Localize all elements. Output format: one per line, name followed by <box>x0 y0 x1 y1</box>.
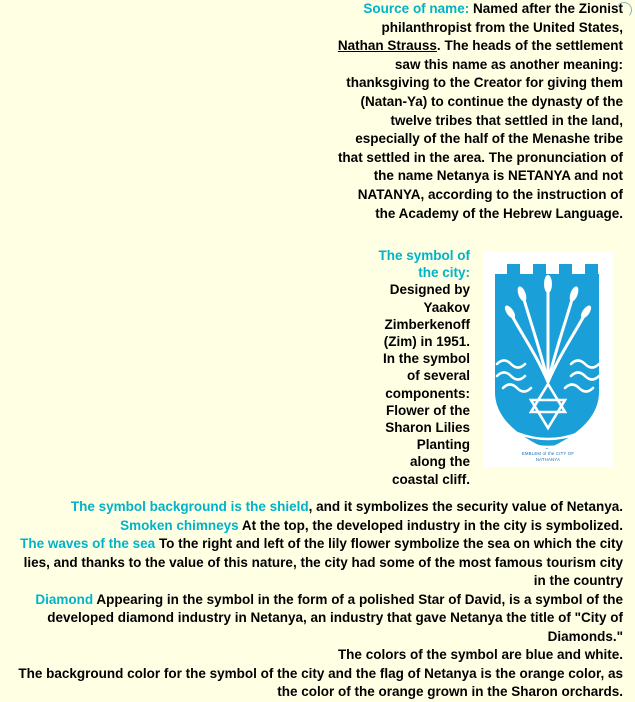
item-label-chimneys: Smoken chimneys <box>120 517 239 533</box>
item-text-shield: , and it symbolizes the security value of Netanya <box>308 499 620 514</box>
closing-colors-text: The colors of the symbol are blue and white. <box>337 647 623 662</box>
symbol-section <box>378 247 623 487</box>
list-item <box>12 517 623 536</box>
crest-svg <box>483 252 613 467</box>
item-period-chimneys: . <box>619 517 623 533</box>
paragraph-1-period: . <box>436 38 441 54</box>
source-of-name-paragraph-3: The pronunciation of the name Netanya is NETANYA and not NATANYA, according to the instruction of the Academy of the Hebrew Language. <box>357 149 623 221</box>
source-of-name-paragraph-2: The heads of the settlement saw this name as another meaning: thanksgiving to the Creator for giving them (Natan-Ya) to continue the dynasty of the twelve tribes that settled in the land, especially of the half of the Menashe tribe that settled in the area. <box>337 38 623 165</box>
person-name: Nathan Strauss <box>337 38 437 54</box>
item-label-diamond: Diamond <box>35 591 94 607</box>
source-of-name-paragraph-1: Named after the Zionist philanthropist from the United States, <box>381 1 623 35</box>
source-of-name-label: Source of name: <box>363 1 470 16</box>
symbol-description <box>378 247 470 488</box>
symbol-components-list <box>12 498 623 702</box>
list-item <box>12 498 623 517</box>
source-of-name-section <box>335 0 623 223</box>
list-item <box>12 535 623 591</box>
closing-line-background <box>12 665 623 702</box>
item-text-chimneys: At the top, the developed industry in the city is symbolized <box>238 517 620 533</box>
item-label-waves: The waves of the sea <box>20 536 156 551</box>
item-text-diamond: Appearing in the symbol in the form of a polished Star of David, is a symbol of the developed diamond industry in Netanya, an industry that gave Netanya the title of "City of Diamonds." <box>47 591 623 644</box>
crest-caption-line2: NATHANYA <box>535 457 561 462</box>
item-label-shield: The symbol background is the shield <box>70 499 309 514</box>
crest-caption <box>483 451 613 463</box>
symbol-section-title: The symbol of the city: <box>378 248 470 281</box>
crest-caption-line1: EMBLEM of the CITY OF <box>521 451 575 456</box>
list-item <box>12 591 623 647</box>
item-text-waves: To the right and left of the lily flower symbolize the sea on which the city lies, and thanks to the value of this nature, the city had some of the most famous tourism city in the country <box>23 536 623 588</box>
symbol-section-body: Designed by Yaakov Zimberkenoff (Zim) in 1951. In the symbol of several components: Flower of the Sharon Lilies Planting along the coastal cliff. <box>382 282 470 487</box>
closing-line-colors <box>12 646 623 665</box>
item-period-shield: . <box>619 499 623 514</box>
closing-background-text: The background color for the symbol of the city and the flag of Netanya is the orange color, as the color of the orange grown in the Sharon orchards. <box>18 665 623 699</box>
netanya-crest-image <box>483 252 613 467</box>
